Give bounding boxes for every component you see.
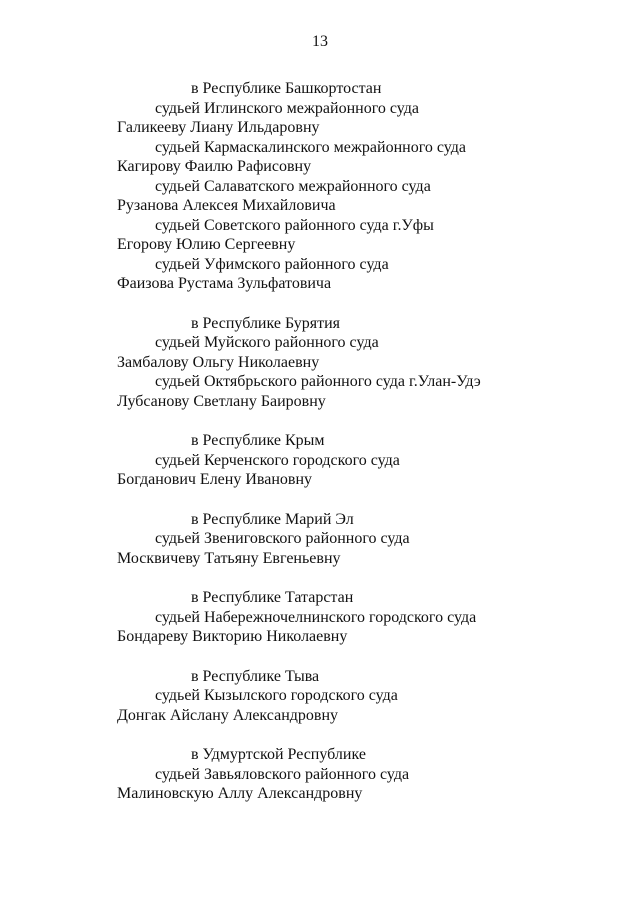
appointments-list (117, 79, 617, 824)
judge-name: Рузанова Алексея Михайловича (117, 197, 336, 214)
judge-name: Егорову Юлию Сергеевну (117, 236, 296, 253)
region-heading: в Республике Марий Эл (191, 510, 354, 528)
region-section (117, 745, 617, 804)
region-section (117, 588, 617, 647)
court-name: судьей Иглинского межрайонного суда (155, 99, 419, 117)
region-heading: в Удмуртской Республике (191, 746, 366, 763)
region-heading: в Республике Крым (191, 432, 325, 449)
page-number: 13 (312, 33, 328, 50)
judge-name: Бондареву Викторию Николаевну (117, 628, 348, 645)
court-name: судьей Советского районного суда г.Уфы (155, 216, 434, 234)
judge-name: Замбалову Ольгу Николаевну (117, 353, 320, 371)
region-section (117, 314, 617, 412)
judge-name: Москвичеву Татьяну Евгеньевну (117, 549, 341, 567)
court-name: судьей Кармаскалинского межрайонного суда (155, 138, 466, 156)
court-name: судьей Муйского районного суда (155, 334, 379, 351)
court-name: судьей Салаватского межрайонного суда (155, 177, 431, 195)
region-section (117, 510, 617, 569)
judge-name: Фаизова Рустама Зульфатовича (117, 275, 332, 292)
region-section (117, 431, 617, 490)
court-name: судьей Кызылского городского суда (155, 687, 398, 704)
judge-name: Малиновскую Аллу Александровну (117, 785, 363, 802)
judge-name: Богданович Елену Ивановну (117, 471, 313, 488)
court-name: судьей Набережночелнинского городского суда (155, 608, 477, 626)
judge-name: Донгак Айслану Александровну (117, 706, 339, 724)
region-heading: в Республике Тыва (191, 667, 320, 685)
court-name: судьей Уфимского районного суда (155, 255, 389, 273)
region-section (117, 79, 617, 294)
court-name: судьей Завьяловского районного суда (155, 765, 410, 783)
region-section (117, 667, 617, 726)
judge-name: Галикееву Лиану Ильдаровну (117, 119, 320, 136)
region-heading: в Республике Бурятия (191, 314, 341, 332)
region-heading: в Республике Башкортостан (191, 80, 382, 97)
court-name: судьей Звениговского районного суда (155, 530, 410, 547)
judge-name: Кагирову Фаилю Рафисовну (117, 158, 312, 175)
judge-name: Лубсанову Светлану Баировну (117, 392, 326, 410)
court-name: судьей Керченского городского суда (155, 451, 400, 469)
region-heading: в Республике Татарстан (191, 589, 354, 606)
court-name: судьей Октябрьского районного суда г.Улан-Удэ (155, 373, 481, 390)
